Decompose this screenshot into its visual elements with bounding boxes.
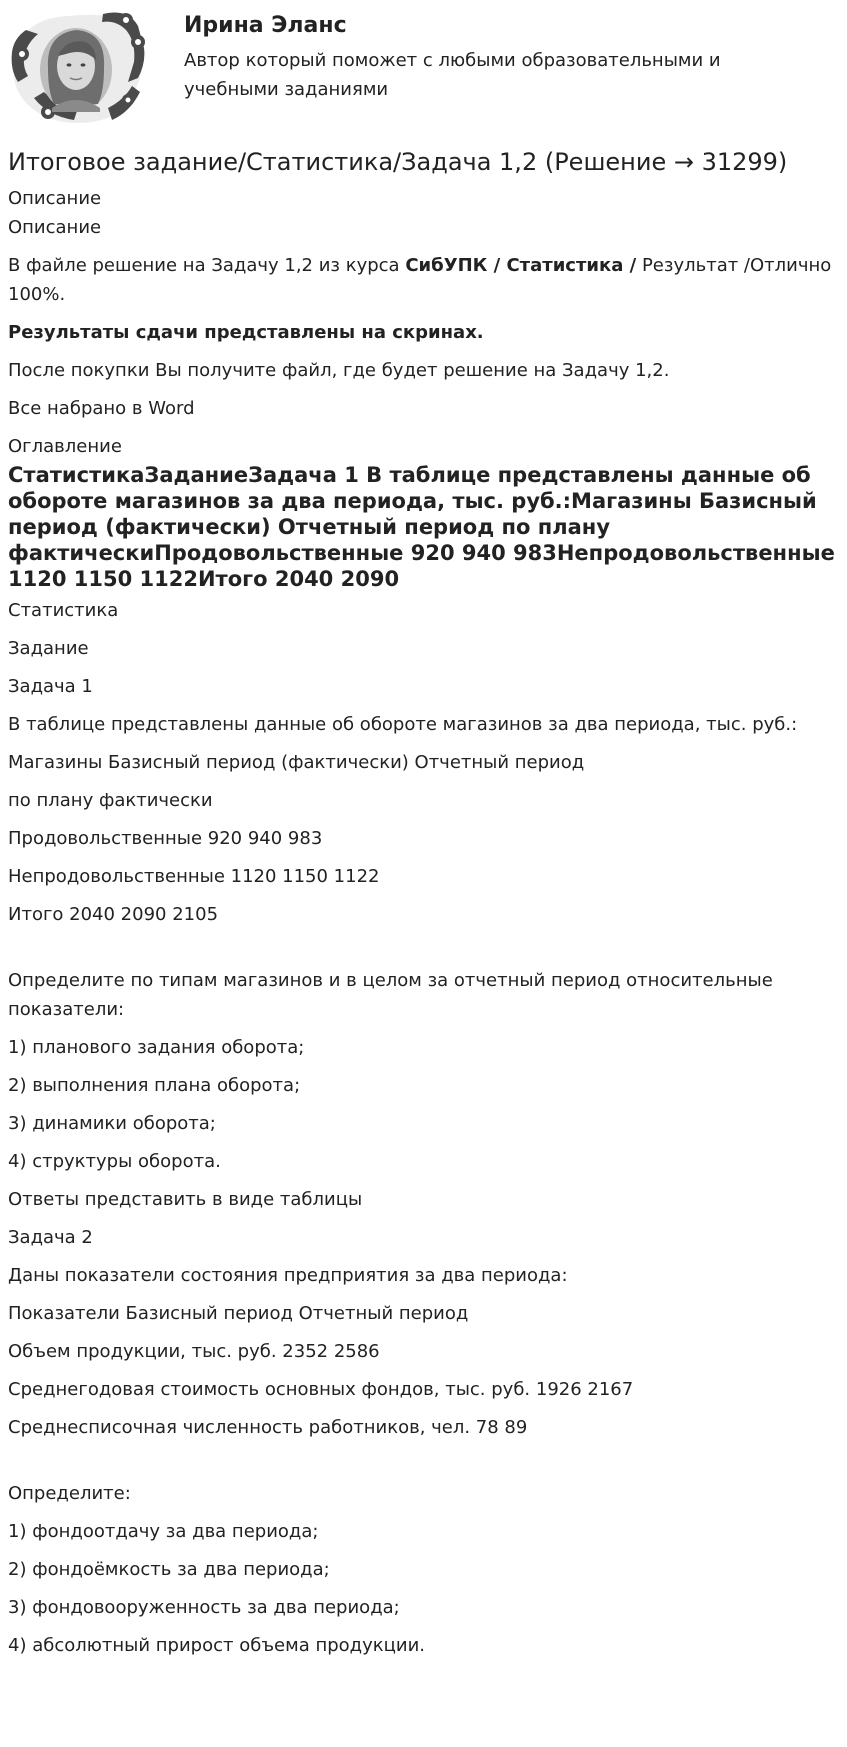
body-line: 3) динамики оборота; <box>8 1113 216 1134</box>
toc-content: СтатистикаЗаданиеЗадача 1 В таблице представлены данные об обороте магазинов за два периода, тыс. руб.:Магазины Базисный период (фактически) Отчетный период по плану фактическиПродовольственные 920 940 983Непродовольственные 1120 1150 1122Итого 2040 2090 <box>8 463 835 591</box>
body-line: Задание <box>8 638 89 659</box>
body-line: Задача 1 <box>8 676 93 697</box>
author-description: Автор который поможет с любыми образовательными и учебными заданиями <box>184 50 721 100</box>
body-line: 4) абсолютный прирост объема продукции. <box>8 1635 425 1656</box>
body-line: по плану фактически <box>8 790 213 811</box>
page-title: Итоговое задание/Статистика/Задача 1,2 (Решение → 31299) <box>8 148 788 176</box>
results-note <box>8 318 839 347</box>
author-avatar <box>8 8 150 126</box>
body-line: Непродовольственные 1120 1150 1122 <box>8 866 380 887</box>
author-name[interactable]: Ирина Эланс <box>184 13 347 38</box>
body-line: 4) структуры оборота. <box>8 1151 221 1172</box>
blank-line <box>8 929 839 957</box>
body-line: 2) выполнения плана оборота; <box>8 1075 301 1096</box>
body-line: Задача 2 <box>8 1227 93 1248</box>
word-note: Все набрано в Word <box>8 398 195 419</box>
body-line: 3) фондовооруженность за два периода; <box>8 1597 400 1618</box>
description-label: Описание <box>8 188 102 209</box>
body-line: Определите: <box>8 1483 131 1504</box>
intro-text-end: Результат /Отлично 100%. <box>8 255 832 305</box>
body-line: Даны показатели состояния предприятия за два периода: <box>8 1265 568 1286</box>
body-line: Магазины Базисный период (фактически) Отчетный период <box>8 752 585 773</box>
body-line: Статистика <box>8 600 119 621</box>
intro-paragraph <box>8 251 839 309</box>
course-name: СибУПК / Статистика / <box>405 255 637 276</box>
body-line: 1) фондоотдачу за два периода; <box>8 1521 319 1542</box>
results-note-text: Результаты сдачи представлены на скринах. <box>8 322 484 343</box>
document-body <box>8 596 839 1660</box>
body-line: 1) планового задания оборота; <box>8 1037 305 1058</box>
body-line: Ответы представить в виде таблицы <box>8 1189 363 1210</box>
body-line: Среднегодовая стоимость основных фондов, тыс. руб. 1926 2167 <box>8 1379 634 1400</box>
body-line: В таблице представлены данные об обороте магазинов за два периода, тыс. руб.: <box>8 714 798 735</box>
body-line: Показатели Базисный период Отчетный период <box>8 1303 469 1324</box>
body-line: Продовольственные 920 940 983 <box>8 828 323 849</box>
after-purchase-note: После покупки Вы получите файл, где будет решение на Задачу 1,2. <box>8 360 670 381</box>
body-line: 2) фондоёмкость за два периода; <box>8 1559 330 1580</box>
author-card <box>8 0 839 132</box>
body-line: Определите по типам магазинов и в целом за отчетный период относительные показатели: <box>8 970 773 1020</box>
body-line: Среднесписочная численность работников, чел. 78 89 <box>8 1417 528 1438</box>
description-heading: Описание <box>8 217 102 238</box>
blank-line <box>8 1442 839 1470</box>
intro-text-start: В файле решение на Задачу 1,2 из курса <box>8 255 406 276</box>
toc-label: Оглавление <box>8 436 122 457</box>
body-line: Объем продукции, тыс. руб. 2352 2586 <box>8 1341 380 1362</box>
body-line: Итого 2040 2090 2105 <box>8 904 219 925</box>
